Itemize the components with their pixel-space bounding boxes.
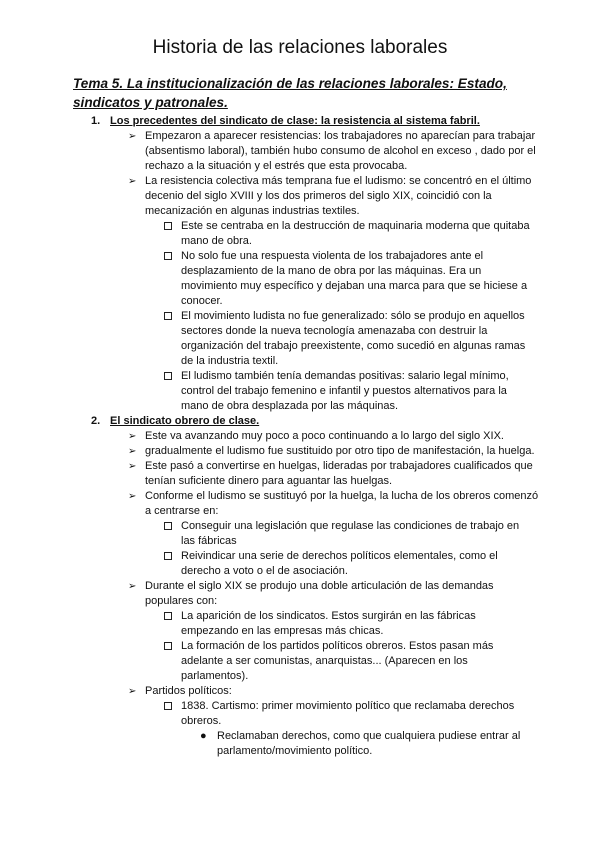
arrow-bullet-icon: ➢ — [128, 446, 137, 457]
list-item — [0, 684, 600, 699]
checkbox-item-text: Reivindicar una serie de derechos políticos elementales, como el derecho a voto o el de asociación. — [181, 550, 498, 577]
dot-item-text: Reclamaban derechos, como que cualquiera pudiese entrar al parlamento/movimiento político. — [217, 730, 521, 757]
list-item-text: Este pasó a convertirse en huelgas, lideradas por trabajadores cualificados que tenían suficiente dinero para aguantar las huelgas. — [145, 460, 533, 487]
arrow-bullet-icon: ➢ — [128, 461, 137, 472]
checkbox-bullet-icon — [164, 612, 172, 620]
checkbox-item — [0, 519, 600, 549]
list-item-text: La resistencia colectiva más temprana fue el ludismo: se concentró en el último decenio del siglo XVIII y los dos primeros del siglo XIX, coincidió con la mecanización en algunas industrias textiles. — [145, 175, 532, 217]
section-heading — [0, 414, 600, 429]
section-number: 1. — [91, 115, 101, 127]
list-item — [0, 129, 600, 174]
checkbox-item-text: El ludismo también tenía demandas positivas: salario legal mínimo, control del trabajo femenino e infantil y puestos alternativos para la mano de obra desplazada por las máquinas. — [181, 370, 509, 412]
section-heading — [0, 114, 600, 129]
checkbox-item — [0, 249, 600, 309]
checkbox-item — [0, 219, 600, 249]
list-item — [0, 444, 600, 459]
section-heading-text: El sindicato obrero de clase. — [110, 415, 260, 427]
list-item — [0, 459, 600, 489]
checkbox-item — [0, 549, 600, 579]
list-item-text: Este va avanzando muy poco a poco continuando a lo largo del siglo XIX. — [145, 430, 504, 442]
arrow-bullet-icon: ➢ — [128, 686, 137, 697]
checkbox-item — [0, 309, 600, 369]
arrow-bullet-icon: ➢ — [128, 131, 137, 142]
checkbox-bullet-icon — [164, 312, 172, 320]
arrow-bullet-icon: ➢ — [128, 581, 137, 592]
section-number: 2. — [91, 415, 101, 427]
document-title: Historia de las relaciones laborales — [152, 37, 448, 58]
arrow-bullet-icon: ➢ — [128, 431, 137, 442]
list-item — [0, 174, 600, 219]
checkbox-item — [0, 639, 600, 684]
section-2 — [0, 414, 600, 759]
checkbox-item-text: No solo fue una respuesta violenta de los trabajadores ante el desplazamiento de la mano de obra por las máquinas. Era un movimiento muy específico y dejaban una marca para que se hiciese a conocer. — [181, 250, 528, 307]
checkbox-item-text: Este se centraba en la destrucción de maquinaria moderna que quitaba mano de obra. — [181, 220, 530, 247]
list-item — [0, 579, 600, 609]
checkbox-item — [0, 369, 600, 414]
checkbox-item-text: 1838. Cartismo: primer movimiento político que reclamaba derechos obreros. — [181, 700, 515, 727]
checkbox-item-text: El movimiento ludista no fue generalizado: sólo se produjo en aquellos sectores donde la nueva tecnología amenazaba con destruir la organización del trabajo preexistente, como sucedió en algunas ramas de la industria textil. — [181, 310, 526, 367]
checkbox-item-text: La aparición de los sindicatos. Estos surgirán en las fábricas empezando en las empresas más chicas. — [181, 610, 476, 637]
list-item-text: Durante el siglo XIX se produjo una doble articulación de las demandas populares con: — [145, 580, 494, 607]
arrow-bullet-icon: ➢ — [128, 491, 137, 502]
list-item-text: Conforme el ludismo se sustituyó por la huelga, la lucha de los obreros comenzó a centrarse en: — [145, 490, 539, 517]
checkbox-item-text: Conseguir una legislación que regulase las condiciones de trabajo en las fábricas — [181, 520, 520, 547]
dot-item — [0, 729, 600, 759]
checkbox-item — [0, 609, 600, 639]
checkbox-bullet-icon — [164, 372, 172, 380]
list-item — [0, 489, 600, 519]
checkbox-item-text: La formación de los partidos políticos obreros. Estos pasan más adelante a ser comunistas, anarquistas... (Aparecen en los parlamentos). — [181, 640, 494, 682]
checkbox-bullet-icon — [164, 252, 172, 260]
list-item-text: Partidos políticos: — [145, 685, 232, 697]
section-1 — [0, 114, 600, 414]
checkbox-bullet-icon — [164, 642, 172, 650]
arrow-bullet-icon: ➢ — [128, 176, 137, 187]
document-content — [0, 114, 600, 759]
checkbox-bullet-icon — [164, 522, 172, 530]
dot-bullet-icon: ● — [200, 730, 207, 742]
checkbox-bullet-icon — [164, 552, 172, 560]
section-heading-text: Los precedentes del sindicato de clase: la resistencia al sistema fabril. — [110, 115, 480, 127]
checkbox-bullet-icon — [164, 702, 172, 710]
checkbox-item — [0, 699, 600, 729]
document-subtitle: Tema 5. La institucionalización de las relaciones laborales: Estado, sindicatos y patronales. — [73, 76, 507, 110]
list-item — [0, 429, 600, 444]
list-item-text: gradualmente el ludismo fue sustituido por otro tipo de manifestación, la huelga. — [145, 445, 535, 457]
list-item-text: Empezaron a aparecer resistencias: los trabajadores no aparecían para trabajar (absentismo laboral), también hubo consumo de alcohol en exceso , dado por el rechazo a la situación y el estrés que esta provocaba. — [145, 130, 536, 172]
checkbox-bullet-icon — [164, 222, 172, 230]
